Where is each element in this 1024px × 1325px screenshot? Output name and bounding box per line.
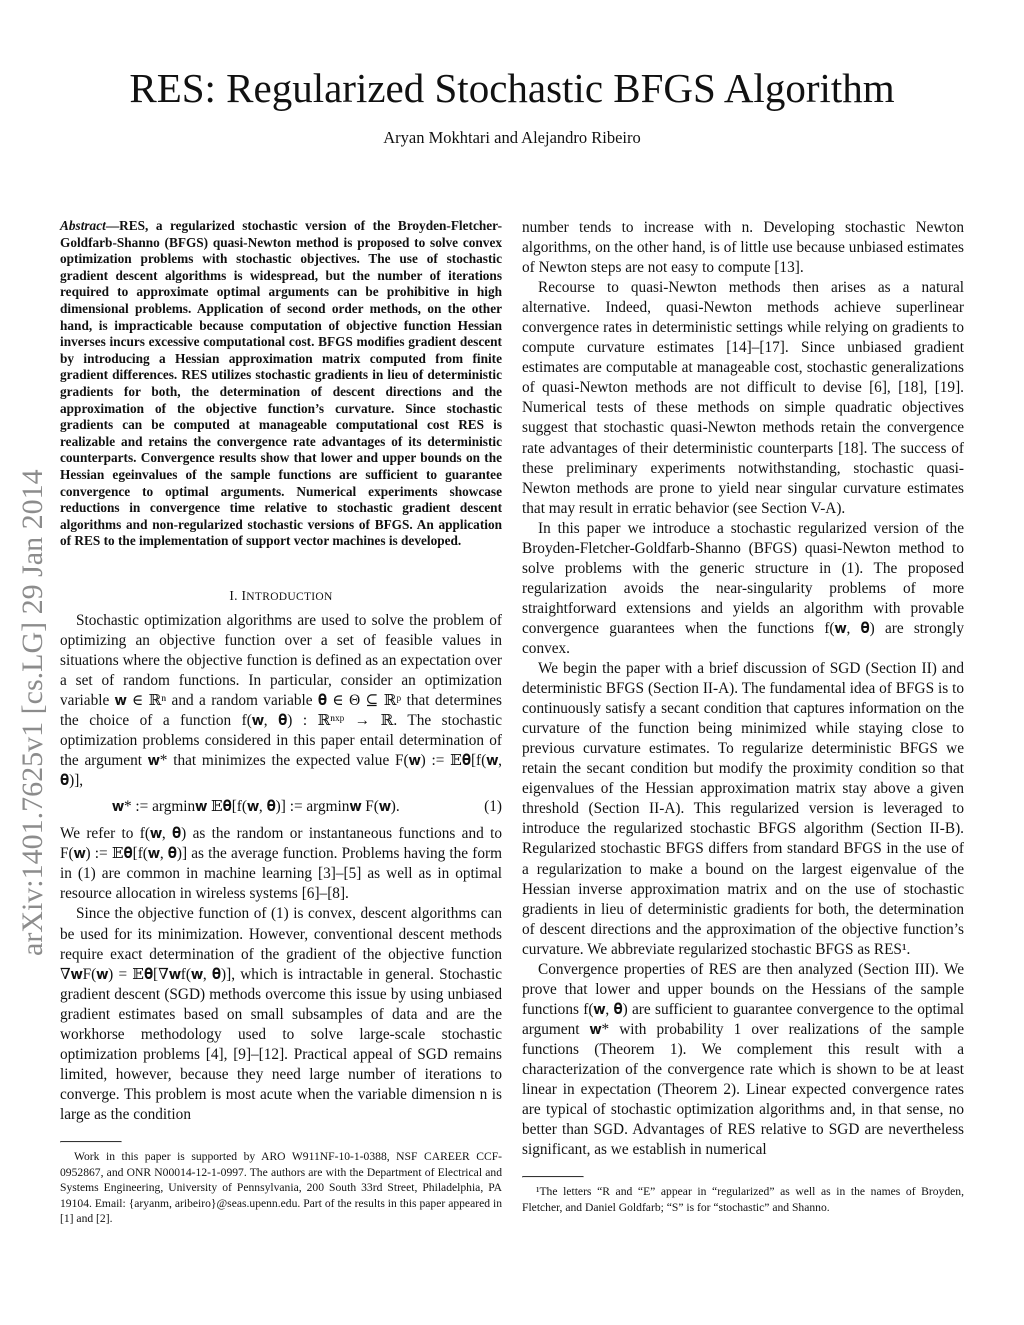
equation-1: [60, 797, 502, 816]
intro-paragraph-3: Since the objective function of (1) is convex, descent algorithms can be used for its minimization. However, conventional descent methods require exact determination of the gradient of the objective function ∇𝐰F(𝐰) = 𝔼𝛉[∇𝐰f(𝐰, 𝛉)], which is intractable in general. Stochastic gradient descent (SGD) methods overcome this issue by using unbiased gradient estimates based on small subsamples of data and are the workhorse methodology used to solve large-scale stochastic optimization problems [4], [9]–[12]. Practical appeal of SGD remains limited, however, because they need large number of iterations to converge. This problem is most acute when the variable dimension n is large as the condition: [60, 905, 502, 1123]
left-column: [60, 218, 502, 1227]
intro-paragraph-2: We refer to f(𝐰, 𝛉) as the random or instantaneous functions and to F(𝐰) := 𝔼𝛉[f(𝐰, 𝛉)] as the average function. Problems having the form in (1) are common in machine learning [3]–[5] as well as in optimal resource allocation in wireless systems [6]–[8].: [60, 825, 502, 903]
footnote-rule-left: [60, 1141, 122, 1143]
equation-1-body: 𝐰* := argmin𝐰 𝔼𝛉[f(𝐰, 𝛉)] := argmin𝐰 F(𝐰).: [112, 798, 400, 816]
equation-1-number: (1): [484, 797, 502, 815]
intro-paragraph-5: Recourse to quasi-Newton methods then arises as a natural alternative. Indeed, quasi-Newton methods achieve superlinear convergence rates in deterministic settings while relying on gradients to compute curvature estimates [14]–[17]. Since unbiased gradient estimates are computable at manageable cost, stochastic generalizations of quasi-Newton methods are not difficult to devise [6], [18], [19]. Numerical tests of these methods on simple quadratic objectives suggest that stochastic quasi-Newton methods retain the convergence rate advantages of their deterministic counterparts [18]. The success of these preliminary experiments notwithstanding, stochastic quasi-Newton methods are prone to yield near singular curvature estimates that may result in erratic behavior (see Section V-A).: [522, 279, 964, 517]
funding-footnote: Work in this paper is supported by ARO W911NF-10-1-0388, NSF CAREER CCF-0952867, and ONR N00014-12-1-0997. The authors are with the Department of Electrical and Systems Engineering, University of Pennsylvania, 200 South 33rd Street, Philadelphia, PA 19104. Email: {aryanm, aribeiro}@seas.upenn.edu. Part of the results in this paper appeared in [1] and [2].: [60, 1150, 502, 1225]
arxiv-identifier-watermark: arXiv:1401.7625v1 [cs.LG] 29 Jan 2014: [16, 469, 49, 956]
abstract: [60, 218, 502, 550]
res-acronym-footnote: ¹The letters “R and “E” appear in “regularized” as well as in the names of Broyden, Fletcher, and Daniel Goldfarb; “S” is for “stochastic” and Shanno.: [522, 1185, 964, 1214]
right-column: [522, 218, 964, 1215]
intro-paragraph-4: number tends to increase with n. Developing stochastic Newton algorithms, on the other hand, is of little use because unbiased estimates of Newton steps are not easy to compute [13].: [522, 219, 964, 277]
section-number: I.: [229, 587, 238, 603]
paper-title: RES: Regularized Stochastic BFGS Algorithm: [129, 65, 895, 111]
intro-paragraph-8: Convergence properties of RES are then analyzed (Section III). We prove that lower and upper bounds on the Hessians of the sample functions f(𝐰, 𝛉) are sufficient to guarantee convergence to the optimal argument 𝐰* with probability 1 over realizations of the sample functions (Theorem 1). We complement this result with a characterization of the convergence rate which is shown to be at least linear in expectation (Theorem 2). Linear expected convergence rates are typical of stochastic optimization algorithms and, in that sense, no better than SGD. Advantages of RES relative to SGD are nevertheless significant, as we establish in numerical: [522, 960, 964, 1159]
section-title-initial: I: [241, 587, 247, 603]
intro-paragraph-7: We begin the paper with a brief discussion of SGD (Section II) and deterministic BFGS (Section II-A). The fundamental idea of BFGS is to continuously satisfy a secant condition that captures information on the curvature of the function being minimized while staying close to previous curvature estimates. To regularize deterministic BFGS we retain the secant condition but modify the proximity condition so that eigenvalues of the Hessian approximation matrix stay above a given threshold (Section II-A). This regularized version is leveraged to introduce the regularized stochastic BFGS algorithm (Section II-B). Regularized stochastic BFGS differs from standard BFGS in the use of a regularization to make a bound on the largest eigenvalue of the Hessian inverse approximation matrix and on the use of stochastic gradients in lieu of deterministic gradients for both, the determination of descent directions and the approximation of the objective function’s curvature. We abbreviate regularized stochastic BFGS as RES¹.: [522, 660, 964, 958]
section-title-rest: NTRODUCTION: [246, 590, 333, 603]
intro-paragraph-6: In this paper we introduce a stochastic regularized version of the Broyden-Fletcher-Goldfarb-Shanno (BFGS) quasi-Newton method to solve problems with the generic structure in (1). The proposed regularization avoids the near-singularity problems of more straightforward extensions and yields an algorithm with provable convergence guarantees when the functions f(𝐰, 𝛉) are strongly convex.: [522, 519, 964, 657]
section-heading-introduction: [60, 588, 502, 604]
abstract-text: —RES, a regularized stochastic version of the Broyden-Fletcher-Goldfarb-Shanno (BFGS) quasi-Newton method is proposed to solve convex optimization problems with stochastic objectives. The use of stochastic gradient descent algorithms is widespread, but the number of iterations required to approximate optimal arguments can be prohibitive in high dimensional problems. Application of second order methods, on the other hand, is impracticable because computation of objective function Hessian inverses incurs excessive computational cost. BFGS modifies gradient descent by introducing a Hessian approximation matrix computed from finite gradient differences. RES utilizes stochastic gradients in lieu of deterministic gradients for both, the determination of descent directions and the approximation of the objective function’s curvature. Since stochastic gradients can be computed at manageable computational cost RES is realizable and retains the convergence rate advantages of its deterministic counterparts. Convergence results show that lower and upper bounds on the Hessian egeinvalues of the sample functions are sufficient to guarantee convergence to optimal arguments. Numerical experiments showcase reductions in convergence time relative to stochastic gradient descent algorithms and non-regularized stochastic versions of BFGS. An application of RES to the implementation of support vector machines is developed.: [60, 218, 502, 549]
paper-authors: Aryan Mokhtari and Alejandro Ribeiro: [383, 128, 641, 147]
abstract-label: Abstract: [60, 218, 106, 233]
footnote-rule-right: [522, 1176, 584, 1178]
intro-paragraph-1: Stochastic optimization algorithms are used to solve the problem of optimizing an objective function over a set of feasible values in situations where the objective function is defined as an expectation over a set of random functions. In particular, consider an optimization variable 𝐰 ∈ ℝⁿ and a random variable 𝛉 ∈ Θ ⊆ ℝᵖ that determines the choice of a function f(𝐰, 𝛉) : ℝⁿˣᵖ → ℝ. The stochastic optimization problems considered in this paper entail determination of the argument 𝐰* that minimizes the expected value F(𝐰) := 𝔼𝛉[f(𝐰, 𝛉)],: [60, 611, 502, 790]
